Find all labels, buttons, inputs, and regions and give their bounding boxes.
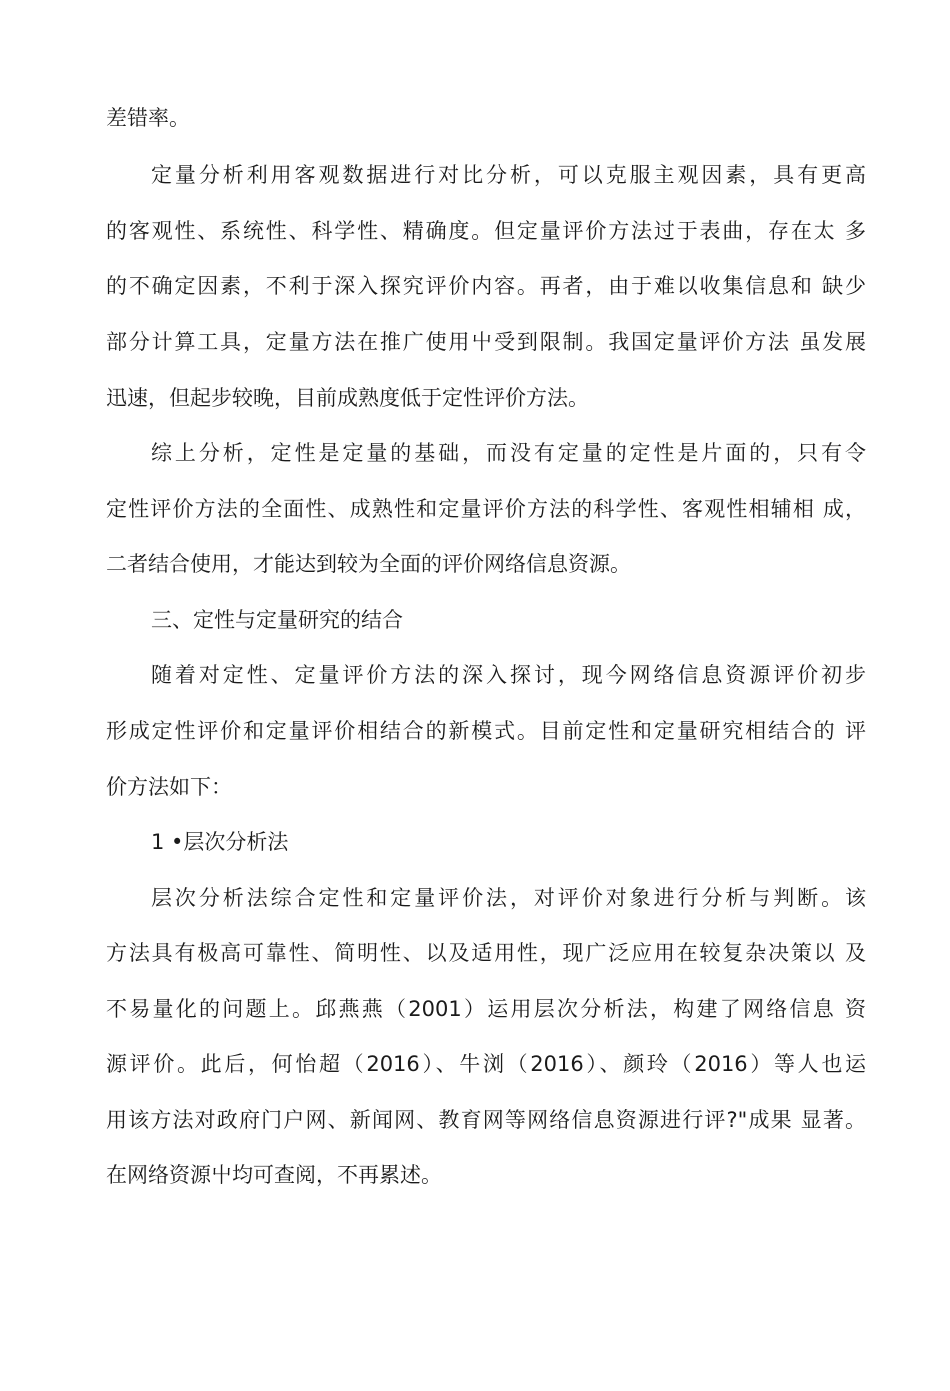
text-line: 综上分析，定性是定量的基础，而没有定量的定性是片面的，只有令 bbox=[151, 441, 866, 465]
text-line: 不易量化的问题上。邱燕燕（2001）运用层次分析法，构建了网络信息 资 bbox=[106, 997, 866, 1021]
text-line: 随着对定性、定量评价方法的深入探讨，现今网络信息资源评价初步 bbox=[151, 663, 866, 687]
text-line: 方法具有极高可靠性、简明性、以及适用性，现广泛应用在较复杂决策以 及 bbox=[106, 941, 866, 965]
text-line: 在网络资源屮均可查阅，不再累述。 bbox=[106, 1163, 442, 1187]
text-line: 定性评价方法的全面性、成熟性和定量评价方法的科学性、客观性相辅相 成， bbox=[106, 497, 866, 521]
text-line: 用该方法对政府门户网、新闻网、教育网等网络信息资源进行评?"成果 显著。 bbox=[106, 1108, 866, 1132]
text-line: 的客观性、系统性、科学性、精确度。但定量评价方法过于表曲，存在太 多 bbox=[106, 219, 866, 243]
section-heading: 三、定性与定量研究的结合 bbox=[151, 608, 403, 632]
subsection-heading: 1 •层次分析法 bbox=[151, 830, 289, 854]
text-line: 价方法如下： bbox=[106, 775, 232, 799]
text-line: 的不确定因素，不利于深入探究评价内容。再者，由于难以收集信息和 缺少 bbox=[106, 274, 866, 298]
text-line: 部分计算工具，定量方法在推广使用屮受到限制。我国定量评价方法 虽发展 bbox=[106, 330, 866, 354]
text-line: 层次分析法综合定性和定量评价法，对评价对象进行分析与判断。该 bbox=[151, 886, 866, 910]
text-line: 差错率。 bbox=[106, 106, 190, 130]
text-line: 形成定性评价和定量评价相结合的新模式。目前定性和定量研究相结合的 评 bbox=[106, 719, 866, 743]
text-line: 迅速，但起步较晚，目前成熟度低于定性评价方法。 bbox=[106, 386, 589, 410]
text-line: 二者结合使用，才能达到较为全面的评价网络信息资源。 bbox=[106, 552, 631, 576]
text-line: 定量分析利用客观数据进行对比分析，可以克服主观因素，具有更高 bbox=[151, 163, 866, 187]
text-line: 源评价。此后，何怡超（2016）、牛浏（2016）、颜玲（2016）等人也运 bbox=[106, 1052, 866, 1076]
